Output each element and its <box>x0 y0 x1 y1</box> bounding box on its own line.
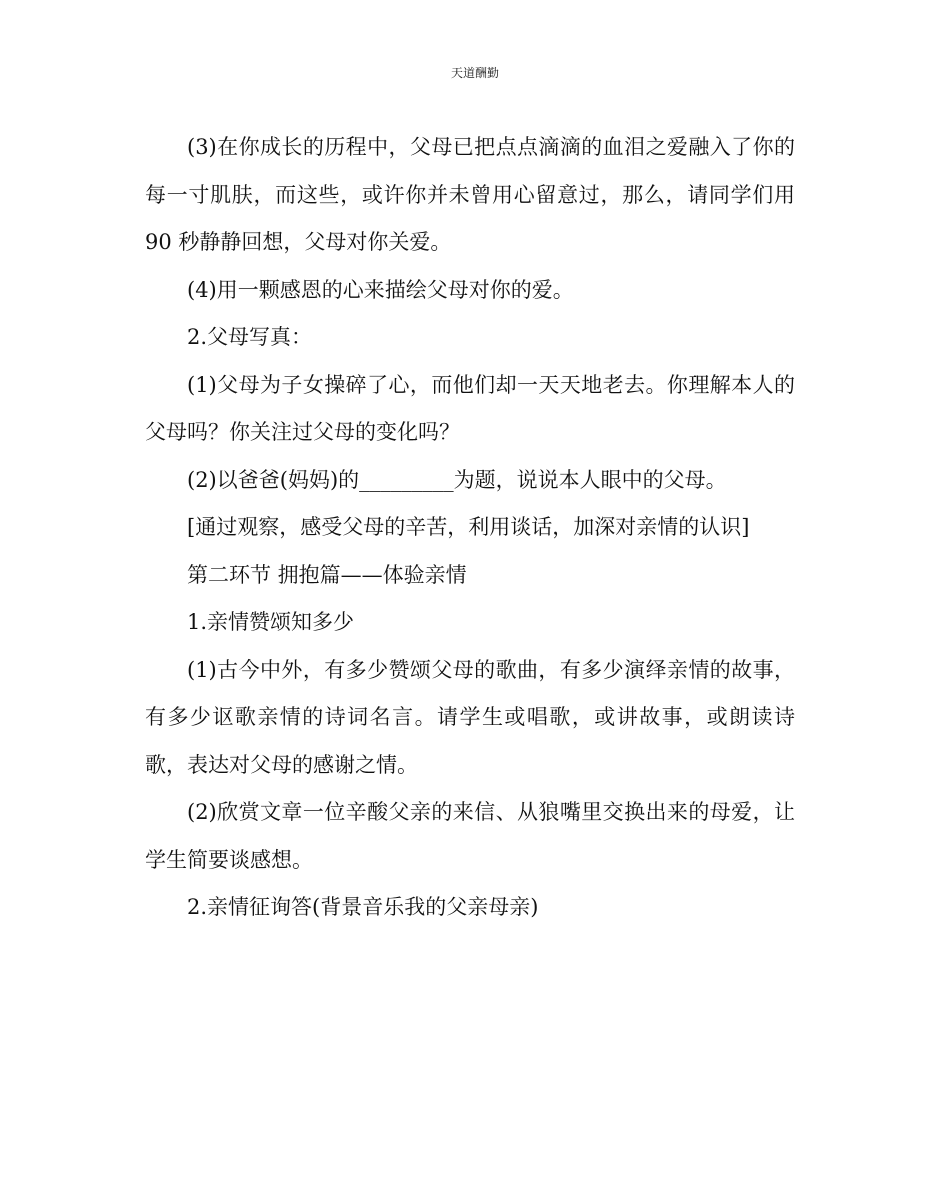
document-body <box>145 124 802 932</box>
paragraph-topic-blank: (2)以爸爸(妈妈)的_________为题，说说本人眼中的父母。 <box>187 467 727 492</box>
section-heading-consultation: 2.亲情征询答(背景音乐我的父亲母亲) <box>187 895 539 919</box>
paragraph-observation-note: [通过观察，感受父母的辛苦，利用谈话，加深对亲情的认识] <box>187 515 750 539</box>
section-heading-praise: 1.亲情赞颂知多少 <box>187 610 355 634</box>
paragraph-appreciate-articles: (2)欣赏文章一位辛酸父亲的来信、从狼嘴里交换出来的母爱，让学生简要谈感想。 <box>145 800 795 872</box>
paragraph-recall-parents-love: (3)在你成长的历程中，父母已把点点滴滴的血泪之爱融入了你的每一寸肌肤，而这些，或许你并未曾用心留意过，那么，请同学们用 90 秒静静回想，父母对你关爱。 <box>145 135 802 254</box>
page-header: 天道酬勤 <box>450 66 499 80</box>
section-heading-embrace: 第二环节 拥抱篇——体验亲情 <box>187 562 467 587</box>
section-heading-parent-portrait: 2.父母写真： <box>187 325 313 349</box>
paragraph-understand-parents: (1)父母为子女操碎了心，而他们却一天天地老去。你理解本人的父母吗？你关注过父母的变化吗？ <box>145 372 795 444</box>
paragraph-songs-stories: (1)古今中外，有多少赞颂父母的歌曲，有多少演绎亲情的故事，有多少讴歌亲情的诗词名言。请学生或唱歌，或讲故事，或朗读诗歌，表达对父母的感谢之情。 <box>145 657 795 777</box>
paragraph-describe-love: (4)用一颗感恩的心来描绘父母对你的爱。 <box>187 277 574 302</box>
